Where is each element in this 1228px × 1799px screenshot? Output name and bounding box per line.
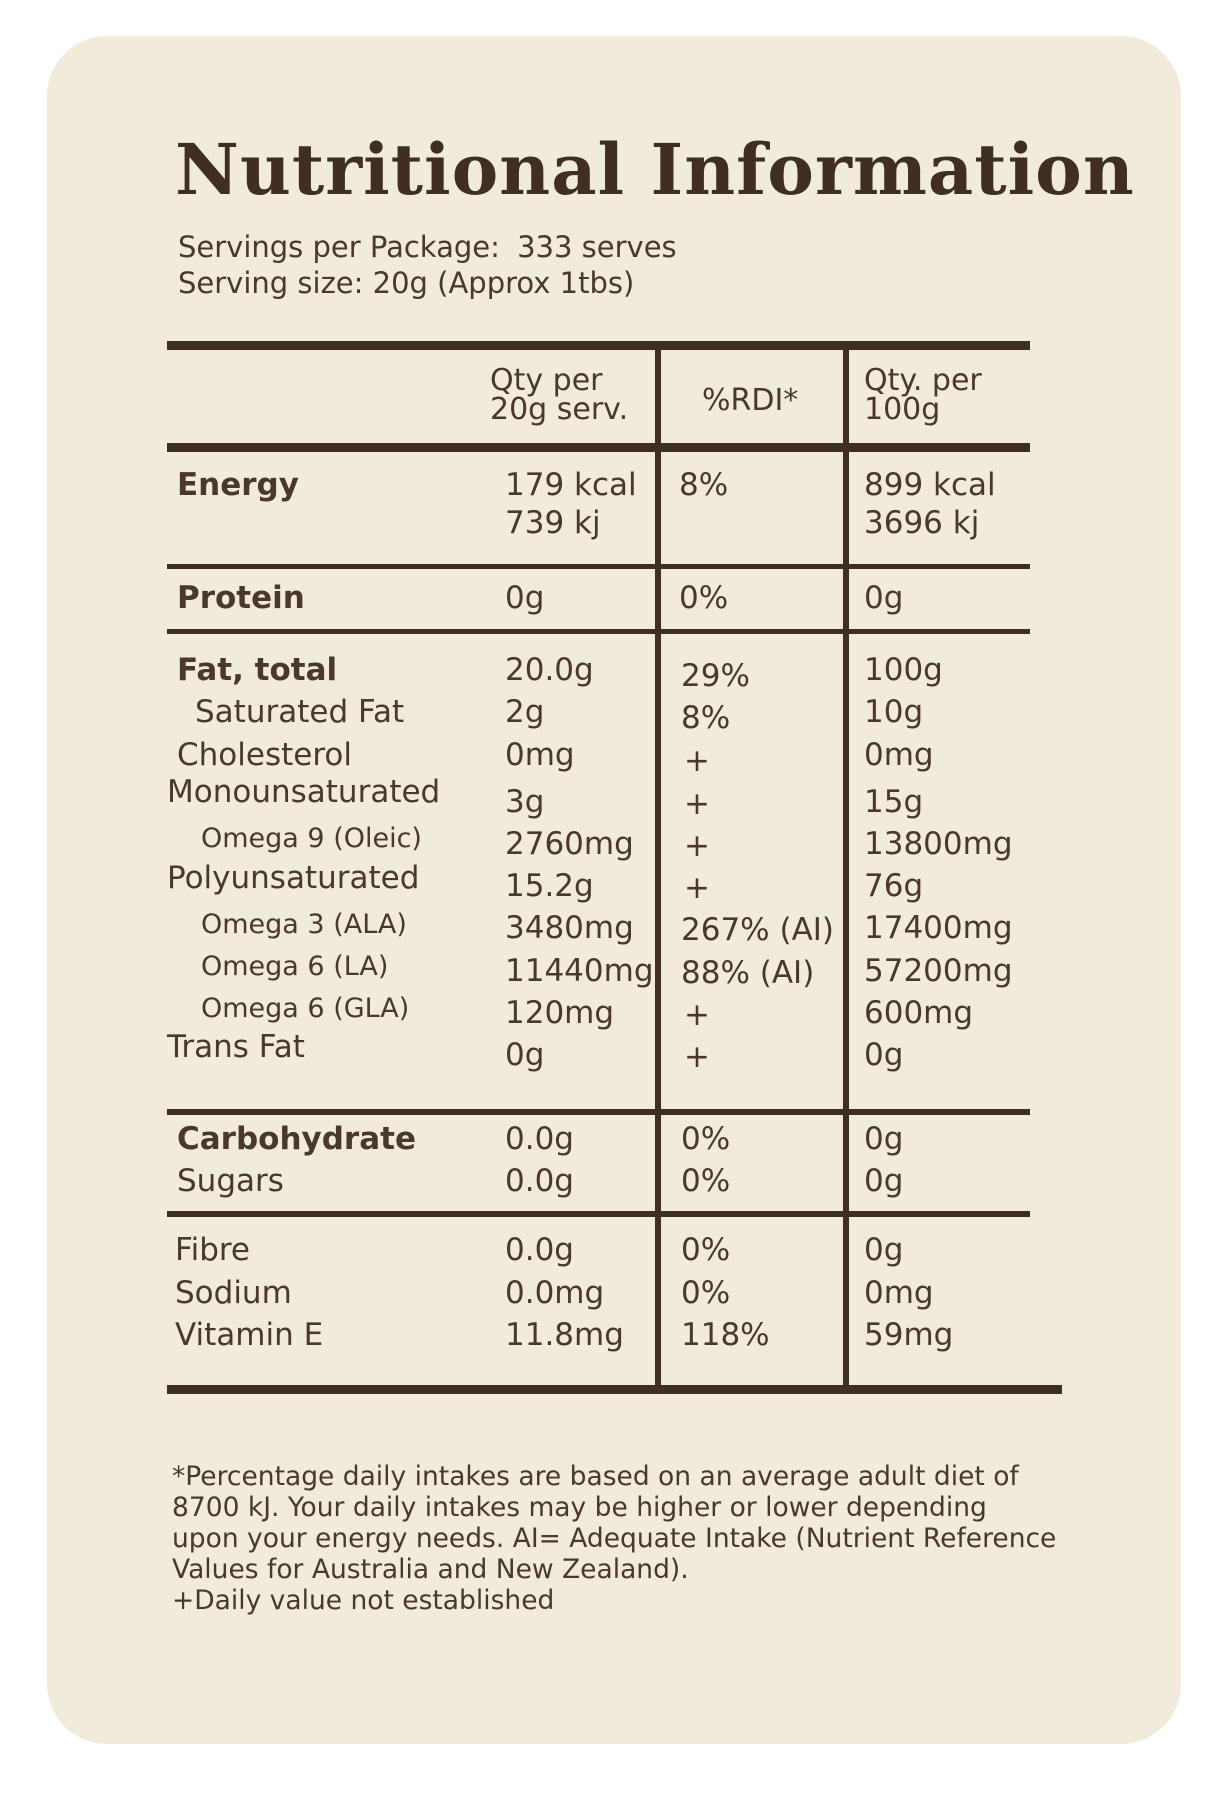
fat-rdi: 29%	[681, 658, 750, 694]
footnote-line: 8700 kJ. Your daily intakes may be higher or lower depending	[172, 1492, 987, 1523]
fat-100: 100g	[864, 652, 943, 688]
satfat-label: Saturated Fat	[195, 694, 405, 730]
vite-rdi: 118%	[681, 1317, 770, 1353]
serving-size: Serving size: 20g (Approx 1tbs)	[178, 266, 635, 300]
protein-rdi: 0%	[679, 580, 729, 616]
poly-serv: 15.2g	[505, 868, 594, 904]
omega9-serv: 2760mg	[505, 826, 634, 862]
footnote-line: Values for Australia and New Zealand).	[172, 1554, 689, 1585]
table-bottom-rule	[167, 1385, 1062, 1394]
omega6la-serv: 11440mg	[505, 953, 654, 989]
mono-label: Monounsaturated	[167, 774, 441, 810]
omega6la-100: 57200mg	[864, 953, 1013, 989]
chol-serv: 0mg	[505, 737, 575, 773]
energy-serv-kj: 739 kj	[505, 505, 601, 541]
trans-100: 0g	[864, 1037, 904, 1073]
omega9-100: 13800mg	[864, 826, 1013, 862]
satfat-100: 10g	[864, 694, 924, 730]
omega3-rdi: 267% (AI)	[681, 912, 835, 948]
energy-100-kcal: 899 kcal	[864, 467, 996, 503]
column-divider-2	[843, 350, 849, 1386]
mono-serv: 3g	[505, 784, 545, 820]
chol-label: Cholesterol	[177, 737, 352, 773]
vite-serv: 11.8mg	[505, 1317, 624, 1353]
mono-100: 15g	[864, 784, 924, 820]
footnote	[172, 1461, 1056, 1616]
fat-label: Fat, total	[177, 652, 338, 688]
omega3-serv: 3480mg	[505, 910, 634, 946]
carb-serv: 0.0g	[505, 1121, 574, 1157]
carb-label: Carbohydrate	[177, 1121, 416, 1157]
fibre-label: Fibre	[175, 1232, 251, 1268]
sugars-rdi: 0%	[681, 1163, 731, 1199]
chol-100: 0mg	[864, 737, 934, 773]
energy-serv-kcal: 179 kcal	[505, 467, 637, 503]
vite-label: Vitamin E	[175, 1317, 324, 1353]
table-top-rule	[167, 341, 1030, 350]
chol-rdi: +	[684, 743, 710, 779]
poly-label: Polyunsaturated	[167, 860, 420, 896]
sodium-rdi: 0%	[681, 1275, 731, 1311]
footnote-line: *Percentage daily intakes are based on an average adult diet of	[172, 1461, 1019, 1492]
servings-value: 333 serves	[517, 230, 677, 264]
trans-serv: 0g	[505, 1037, 545, 1073]
trans-rdi: +	[684, 1039, 710, 1075]
sugars-100: 0g	[864, 1163, 904, 1199]
trans-label: Trans Fat	[167, 1029, 305, 1065]
sugars-label: Sugars	[177, 1163, 284, 1199]
header-qty-100-line2: 100g	[864, 392, 941, 427]
sodium-serv: 0.0mg	[505, 1275, 605, 1311]
footnote-line: upon your energy needs. AI= Adequate Intake (Nutrient Reference	[172, 1523, 1057, 1554]
energy-rdi: 8%	[679, 467, 729, 503]
poly-rdi: +	[684, 870, 710, 906]
fibre-rdi: 0%	[681, 1232, 731, 1268]
omega6la-rdi: 88% (AI)	[681, 955, 815, 991]
servings-per-package	[178, 230, 677, 264]
carb-rdi: 0%	[681, 1121, 731, 1157]
sugars-serv: 0.0g	[505, 1163, 574, 1199]
header-qty-100-line1: Qty. per	[864, 363, 982, 398]
carb-100: 0g	[864, 1121, 904, 1157]
header-rdi: %RDI*	[702, 383, 799, 418]
poly-100: 76g	[864, 868, 924, 904]
fat-serv: 20.0g	[505, 652, 594, 688]
fat-divider	[167, 1109, 1030, 1115]
column-divider-1	[655, 350, 661, 1386]
page-title: Nutritional Information	[175, 128, 1135, 211]
energy-divider	[167, 564, 1030, 569]
sodium-label: Sodium	[175, 1275, 292, 1311]
omega9-rdi: +	[684, 828, 710, 864]
mono-rdi: +	[684, 786, 710, 822]
omega3-100: 17400mg	[864, 910, 1013, 946]
omega9-label: Omega 9 (Oleic)	[201, 823, 422, 854]
protein-serv: 0g	[505, 580, 545, 616]
header-qty-serv-line2: 20g serv.	[490, 392, 629, 427]
omega6gla-rdi: +	[684, 997, 710, 1033]
protein-100: 0g	[864, 580, 904, 616]
fibre-serv: 0.0g	[505, 1232, 574, 1268]
omega3-label: Omega 3 (ALA)	[201, 909, 407, 940]
fibre-100: 0g	[864, 1232, 904, 1268]
vite-100: 59mg	[864, 1317, 954, 1353]
protein-label: Protein	[177, 580, 305, 616]
servings-label: Servings per Package:	[178, 230, 500, 264]
sodium-100: 0mg	[864, 1275, 934, 1311]
omega6gla-serv: 120mg	[505, 995, 615, 1031]
satfat-serv: 2g	[505, 694, 545, 730]
omega6gla-100: 600mg	[864, 995, 974, 1031]
omega6la-label: Omega 6 (LA)	[201, 951, 389, 982]
omega6gla-label: Omega 6 (GLA)	[201, 993, 410, 1024]
satfat-rdi: 8%	[681, 700, 731, 736]
energy-label: Energy	[177, 467, 299, 503]
header-bottom-rule	[167, 443, 1030, 452]
energy-100-kj: 3696 kj	[864, 505, 980, 541]
footnote-line: +Daily value not established	[172, 1585, 555, 1616]
protein-divider	[167, 629, 1030, 634]
carb-divider	[167, 1211, 1030, 1217]
header-qty-serv-line1: Qty per	[490, 363, 603, 398]
